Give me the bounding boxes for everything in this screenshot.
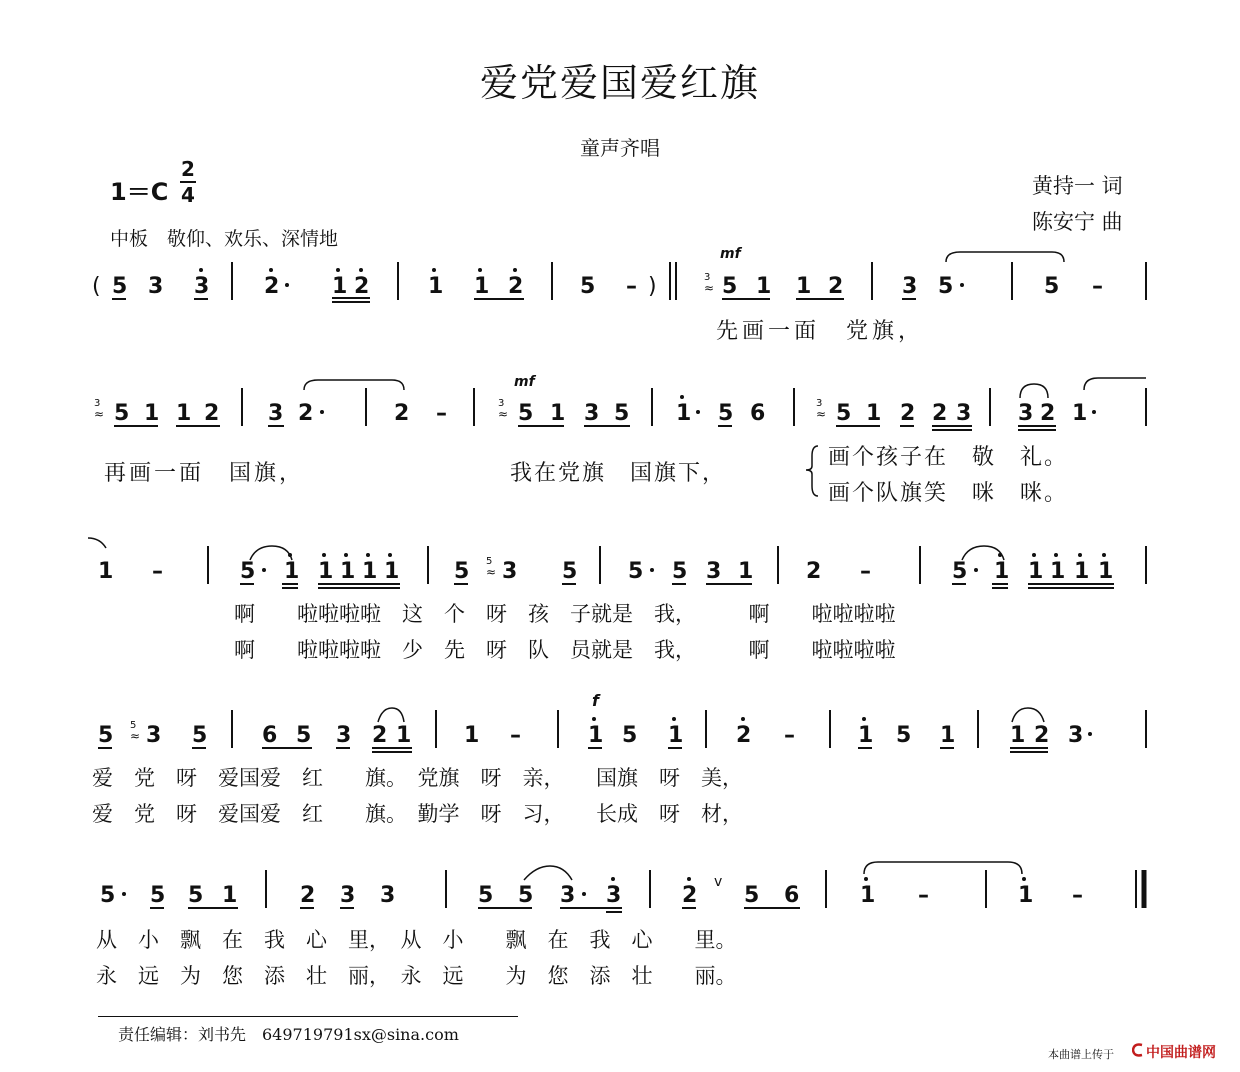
svg-text:3: 3 <box>502 559 518 584</box>
svg-text:2: 2 <box>828 274 844 299</box>
svg-text:5: 5 <box>296 723 312 748</box>
svg-text:≈: ≈ <box>94 407 105 421</box>
performance-type: 童声齐唱 <box>580 136 660 160</box>
svg-text:1: 1 <box>1010 723 1026 748</box>
notation-row-5 <box>100 862 1144 912</box>
lyrics-line-1: 先画一面 党旗， <box>716 319 925 344</box>
notation-row-1 <box>92 246 1146 302</box>
svg-text:1: 1 <box>474 274 490 299</box>
svg-text:6: 6 <box>784 883 800 908</box>
svg-text:1: 1 <box>796 274 812 299</box>
svg-text:5: 5 <box>580 274 596 299</box>
svg-text:5: 5 <box>240 559 256 584</box>
svg-text:3: 3 <box>1018 401 1034 426</box>
svg-text:≈: ≈ <box>498 407 509 421</box>
lyrics-line-2d: 画个队旗笑 咪 咪。 <box>828 481 1069 506</box>
svg-text:6: 6 <box>262 723 278 748</box>
svg-text:–: – <box>152 559 163 584</box>
svg-text:2: 2 <box>1040 401 1056 426</box>
svg-text:1: 1 <box>738 559 754 584</box>
svg-text:5: 5 <box>150 883 166 908</box>
svg-text:2: 2 <box>1034 723 1050 748</box>
svg-text:2: 2 <box>394 401 410 426</box>
tempo-marking: 中板 敬仰、欢乐、深情地 <box>110 228 339 250</box>
svg-text:1: 1 <box>284 559 300 584</box>
svg-text:1: 1 <box>1072 401 1088 426</box>
svg-text:1: 1 <box>676 401 692 426</box>
svg-text:3: 3 <box>148 274 164 299</box>
editor-credit: 责任编辑：刘书先 649719791sx@sina.com <box>118 1025 459 1044</box>
svg-text:3: 3 <box>584 401 600 426</box>
svg-text:2: 2 <box>354 274 370 299</box>
svg-text:–: – <box>784 723 795 748</box>
svg-text:1: 1 <box>858 723 874 748</box>
svg-text:2: 2 <box>932 401 948 426</box>
svg-text:1: 1 <box>866 401 882 426</box>
svg-text:5: 5 <box>836 401 852 426</box>
svg-text:5: 5 <box>722 274 738 299</box>
svg-text:–: – <box>510 723 521 748</box>
svg-text:2: 2 <box>900 401 916 426</box>
svg-text:2: 2 <box>736 723 752 748</box>
svg-text:6: 6 <box>750 401 766 426</box>
svg-text:3: 3 <box>956 401 972 426</box>
svg-text:5: 5 <box>562 559 578 584</box>
svg-text:2: 2 <box>372 723 388 748</box>
upload-note: 本曲谱上传于 <box>1048 1048 1114 1061</box>
svg-text:5: 5 <box>98 723 114 748</box>
svg-text:1: 1 <box>176 401 192 426</box>
lyrics-line-4-verse-1: 爱 党 呀 爱国爱 红 旗。 党旗 呀 亲， 国旗 呀 美， <box>92 766 743 790</box>
svg-text:1: 1 <box>222 883 238 908</box>
svg-text:2: 2 <box>508 274 524 299</box>
dynamic-mf-2: mf <box>514 374 535 390</box>
svg-text:5: 5 <box>518 401 534 426</box>
svg-text:1: 1 <box>588 723 604 748</box>
svg-text:5: 5 <box>188 883 204 908</box>
svg-text:5: 5 <box>478 883 494 908</box>
svg-text:1: 1 <box>994 559 1010 584</box>
svg-text:5: 5 <box>1044 274 1060 299</box>
svg-text:≈: ≈ <box>704 281 715 295</box>
svg-text:v: v <box>714 874 723 890</box>
svg-text:5: 5 <box>614 401 630 426</box>
svg-text:–: – <box>860 559 871 584</box>
lyrics-line-3-verse-2: 啊 啦啦啦啦 少 先 呀 队 员就是 我， 啊 啦啦啦啦 <box>234 638 896 662</box>
svg-text:–: – <box>1072 883 1083 908</box>
dynamic-f: f <box>592 691 599 710</box>
svg-text:1: 1 <box>860 883 876 908</box>
footer-divider <box>98 1016 518 1017</box>
svg-text:3: 3 <box>268 401 284 426</box>
lyricist-credit: 黄持一 词 <box>1032 174 1123 198</box>
svg-text:2: 2 <box>682 883 698 908</box>
svg-text:3: 3 <box>94 398 101 409</box>
svg-text:5: 5 <box>744 883 760 908</box>
svg-text:1: 1 <box>98 559 114 584</box>
svg-text:3: 3 <box>1068 723 1084 748</box>
svg-text:≈: ≈ <box>816 407 827 421</box>
svg-text:1: 1 <box>550 401 566 426</box>
svg-text:3: 3 <box>498 398 505 409</box>
composer-credit: 陈安宁 曲 <box>1032 210 1123 234</box>
svg-text:1: 1 <box>144 401 160 426</box>
svg-text:5: 5 <box>486 556 493 567</box>
svg-text:1: 1 <box>332 274 348 299</box>
time-signature-top: 2 <box>181 157 195 181</box>
svg-text:5: 5 <box>112 274 128 299</box>
svg-text:3: 3 <box>194 274 210 299</box>
lyrics-line-2b: 我在党旗 国旗下， <box>510 461 727 486</box>
svg-text:3: 3 <box>560 883 576 908</box>
svg-text:5: 5 <box>192 723 208 748</box>
svg-text:–: – <box>626 274 637 299</box>
svg-text:): ) <box>648 274 657 299</box>
svg-text:2: 2 <box>806 559 822 584</box>
svg-text:1: 1 <box>428 274 444 299</box>
lyrics-line-2c: 画个孩子在 敬 礼。 <box>828 445 1069 470</box>
svg-text:5: 5 <box>938 274 954 299</box>
svg-text:1: 1 <box>362 559 378 584</box>
svg-text:2: 2 <box>204 401 220 426</box>
lyrics-line-5-verse-2: 永 远 为 您 添 壮 丽， 永 远 为 您 添 壮 丽。 <box>96 964 737 988</box>
song-title: 爱党爱国爱红旗 <box>479 61 760 105</box>
lyrics-line-4-verse-2: 爱 党 呀 爱国爱 红 旗。 勤学 呀 习， 长成 呀 材， <box>92 802 743 826</box>
svg-text:3: 3 <box>340 883 356 908</box>
lyrics-line-2a: 再画一面 国旗， <box>104 461 305 486</box>
svg-text:1: 1 <box>668 723 684 748</box>
svg-text:3: 3 <box>380 883 396 908</box>
svg-text:≈: ≈ <box>130 729 141 743</box>
svg-text:5: 5 <box>718 401 734 426</box>
svg-text:3: 3 <box>606 883 622 908</box>
svg-text:≈: ≈ <box>486 565 497 579</box>
svg-text:3: 3 <box>146 723 162 748</box>
svg-text:(: ( <box>92 274 101 299</box>
svg-text:2: 2 <box>300 883 316 908</box>
svg-text:3: 3 <box>706 559 722 584</box>
svg-text:5: 5 <box>896 723 912 748</box>
notation-row-3 <box>88 538 1146 588</box>
svg-text:1: 1 <box>1074 559 1090 584</box>
svg-text:5: 5 <box>672 559 688 584</box>
svg-text:3: 3 <box>336 723 352 748</box>
dynamic-mf-1: mf <box>720 246 741 262</box>
svg-text:1: 1 <box>318 559 334 584</box>
svg-text:5: 5 <box>454 559 470 584</box>
time-signature-bottom: 4 <box>181 183 195 207</box>
lyrics-line-3-verse-1: 啊 啦啦啦啦 这 个 呀 孩 子就是 我， 啊 啦啦啦啦 <box>234 602 896 626</box>
svg-text:2: 2 <box>298 401 314 426</box>
svg-text:–: – <box>436 401 447 426</box>
svg-text:5: 5 <box>622 723 638 748</box>
svg-text:1: 1 <box>1028 559 1044 584</box>
svg-text:5: 5 <box>518 883 534 908</box>
svg-text:3: 3 <box>902 274 918 299</box>
svg-text:1: 1 <box>1018 883 1034 908</box>
svg-text:1: 1 <box>384 559 400 584</box>
svg-text:1: 1 <box>340 559 356 584</box>
svg-text:–: – <box>918 883 929 908</box>
site-name[interactable]: 中国曲谱网 <box>1146 1045 1216 1061</box>
svg-text:5: 5 <box>952 559 968 584</box>
svg-text:1: 1 <box>940 723 956 748</box>
notation-row-4 <box>98 691 1146 752</box>
svg-text:3: 3 <box>816 398 823 409</box>
svg-text:2: 2 <box>264 274 280 299</box>
key-signature: 1＝C <box>110 178 169 206</box>
svg-text:1: 1 <box>464 723 480 748</box>
svg-text:5: 5 <box>130 720 137 731</box>
site-logo-icon <box>1132 1043 1144 1057</box>
svg-text:5: 5 <box>100 883 116 908</box>
lyrics-line-5-verse-1: 从 小 飘 在 我 心 里， 从 小 飘 在 我 心 里。 <box>96 928 737 952</box>
svg-text:1: 1 <box>396 723 412 748</box>
svg-text:1: 1 <box>756 274 772 299</box>
svg-text:3: 3 <box>704 272 711 283</box>
svg-text:5: 5 <box>628 559 644 584</box>
svg-text:5: 5 <box>114 401 130 426</box>
svg-text:1: 1 <box>1098 559 1114 584</box>
svg-text:1: 1 <box>1050 559 1066 584</box>
svg-text:–: – <box>1092 274 1103 299</box>
